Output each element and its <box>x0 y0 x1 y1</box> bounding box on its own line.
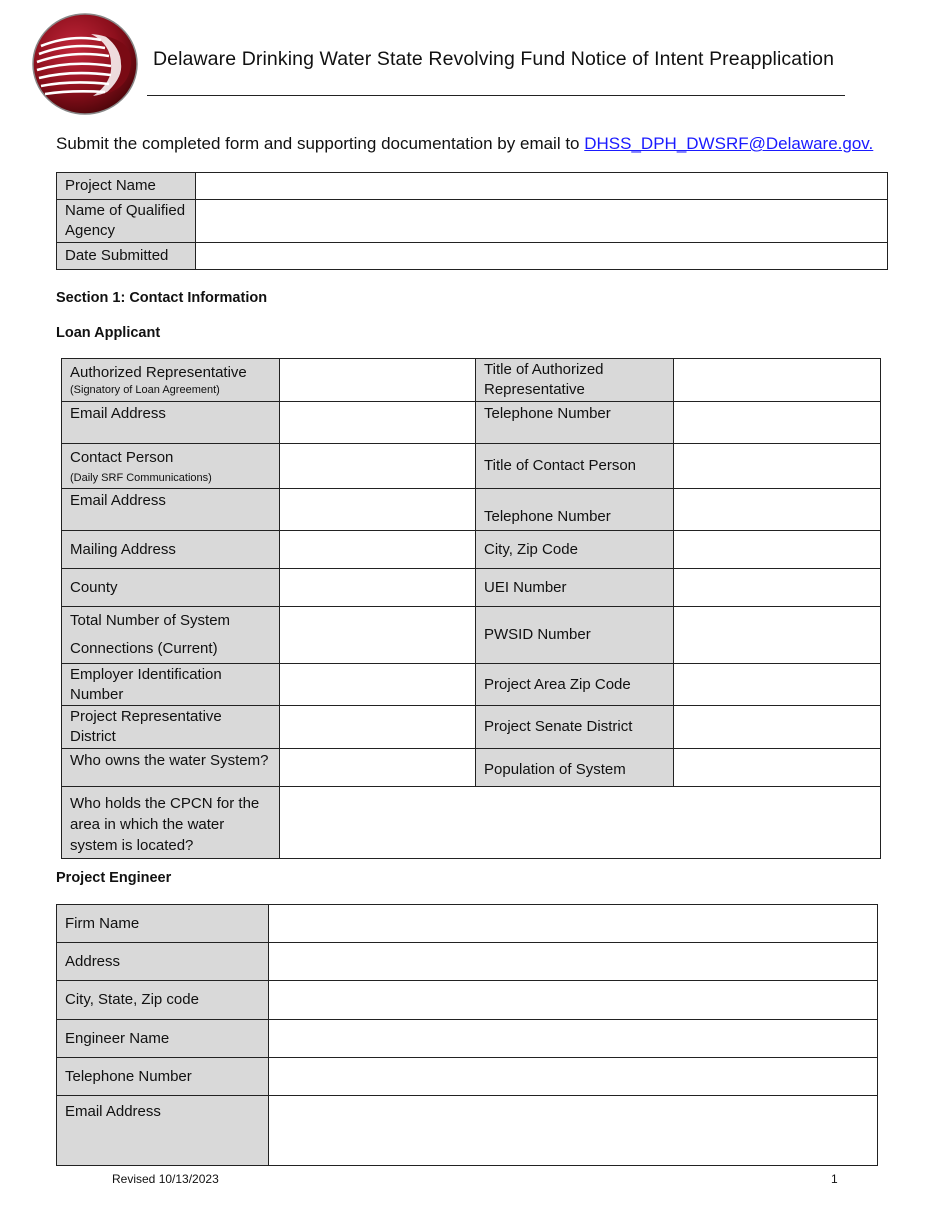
rep-district-line1: Project Representative <box>70 708 222 725</box>
city-state-zip-label: City, State, Zip code <box>57 981 269 1020</box>
qualified-agency-field[interactable] <box>196 200 888 243</box>
mailing-address-label: Mailing Address <box>62 531 280 569</box>
telephone2-field[interactable] <box>674 489 881 531</box>
title-auth-rep-line1: Title of Authorized <box>484 361 604 378</box>
auth-rep-note: (Signatory of Loan Agreement) <box>70 384 220 396</box>
population-label: Population of System <box>476 749 674 787</box>
email1-field[interactable] <box>280 402 476 444</box>
date-submitted-label: Date Submitted <box>57 243 196 270</box>
submit-email-link[interactable]: DHSS_DPH_DWSRF@Delaware.gov. <box>584 134 874 153</box>
owner-field[interactable] <box>280 749 476 787</box>
title-auth-rep-line2: Representative <box>484 381 585 398</box>
loan-applicant-table <box>61 358 881 859</box>
page-number: 1 <box>831 1172 838 1186</box>
uei-field[interactable] <box>674 569 881 607</box>
city-zip-field[interactable] <box>674 531 881 569</box>
firm-name-field[interactable] <box>269 905 878 943</box>
title-auth-rep-label <box>476 359 674 402</box>
project-zip-field[interactable] <box>674 664 881 706</box>
cpcn-line1: Who holds the CPCN for the <box>70 795 260 812</box>
ein-line1: Employer Identification <box>70 665 222 683</box>
ein-label <box>62 664 280 706</box>
contact-person-field[interactable] <box>280 444 476 489</box>
title-divider <box>147 95 845 96</box>
submit-text: Submit the completed form and supporting documentation by email to <box>56 134 585 153</box>
telephone1-field[interactable] <box>674 402 881 444</box>
auth-rep-field[interactable] <box>280 359 476 402</box>
rep-district-line2: District <box>70 728 116 745</box>
senate-district-field[interactable] <box>674 706 881 749</box>
ein-line2: Number <box>70 685 124 703</box>
mailing-address-field[interactable] <box>280 531 476 569</box>
telephone1-label: Telephone Number <box>476 402 674 444</box>
owner-label: Who owns the water System? <box>62 749 280 787</box>
cpcn-label <box>62 787 280 859</box>
telephone2-label: Telephone Number <box>476 489 674 531</box>
auth-rep-label <box>62 359 280 402</box>
connections-field[interactable] <box>280 607 476 664</box>
contact-person-label <box>62 444 280 489</box>
uei-label: UEI Number <box>476 569 674 607</box>
engineer-telephone-label: Telephone Number <box>57 1058 269 1096</box>
connections-label <box>62 607 280 664</box>
contact-person-text: Contact Person <box>70 448 174 466</box>
title-contact-field[interactable] <box>674 444 881 489</box>
ein-field[interactable] <box>280 664 476 706</box>
pwsid-field[interactable] <box>674 607 881 664</box>
cpcn-field[interactable] <box>280 787 881 859</box>
email1-label: Email Address <box>62 402 280 444</box>
firm-name-label: Firm Name <box>57 905 269 943</box>
section1-heading: Section 1: Contact Information <box>56 290 268 306</box>
engineer-name-label: Engineer Name <box>57 1020 269 1058</box>
page-title: Delaware Drinking Water State Revolving Fund Notice of Intent Preapplication <box>153 48 835 70</box>
project-info-table <box>56 172 888 270</box>
qualified-agency-label-line1: Name of Qualified <box>65 202 186 219</box>
dhss-logo-icon <box>31 12 139 116</box>
auth-rep-label-text: Authorized Representative <box>70 364 247 381</box>
engineer-telephone-field[interactable] <box>269 1058 878 1096</box>
engineer-email-label: Email Address <box>57 1096 269 1166</box>
email2-field[interactable] <box>280 489 476 531</box>
project-zip-label: Project Area Zip Code <box>476 664 674 706</box>
engineer-email-field[interactable] <box>269 1096 878 1166</box>
qualified-agency-label <box>57 200 196 243</box>
engineer-address-label: Address <box>57 943 269 981</box>
city-state-zip-field[interactable] <box>269 981 878 1020</box>
city-zip-label: City, Zip Code <box>476 531 674 569</box>
connections-line2: Connections (Current) <box>70 640 218 657</box>
contact-person-note: (Daily SRF Communications) <box>70 471 212 484</box>
project-name-label: Project Name <box>57 173 196 200</box>
engineer-name-field[interactable] <box>269 1020 878 1058</box>
loan-applicant-heading: Loan Applicant <box>56 325 161 341</box>
title-contact-label: Title of Contact Person <box>476 444 674 489</box>
email2-label: Email Address <box>62 489 280 531</box>
county-label: County <box>62 569 280 607</box>
revision-date: Revised 10/13/2023 <box>112 1172 219 1186</box>
senate-district-label: Project Senate District <box>476 706 674 749</box>
rep-district-field[interactable] <box>280 706 476 749</box>
connections-line1: Total Number of System <box>70 612 231 629</box>
cpcn-line2: area in which the water <box>70 816 225 833</box>
cpcn-line3: system is located? <box>70 837 194 854</box>
qualified-agency-label-line2: Agency <box>65 222 116 239</box>
rep-district-label <box>62 706 280 749</box>
engineer-address-field[interactable] <box>269 943 878 981</box>
county-field[interactable] <box>280 569 476 607</box>
date-submitted-field[interactable] <box>196 243 888 270</box>
pwsid-label: PWSID Number <box>476 607 674 664</box>
project-engineer-heading: Project Engineer <box>56 870 172 886</box>
submit-instructions <box>56 134 873 154</box>
population-field[interactable] <box>674 749 881 787</box>
project-name-field[interactable] <box>196 173 888 200</box>
project-engineer-table <box>56 904 878 1166</box>
title-auth-rep-field[interactable] <box>674 359 881 402</box>
